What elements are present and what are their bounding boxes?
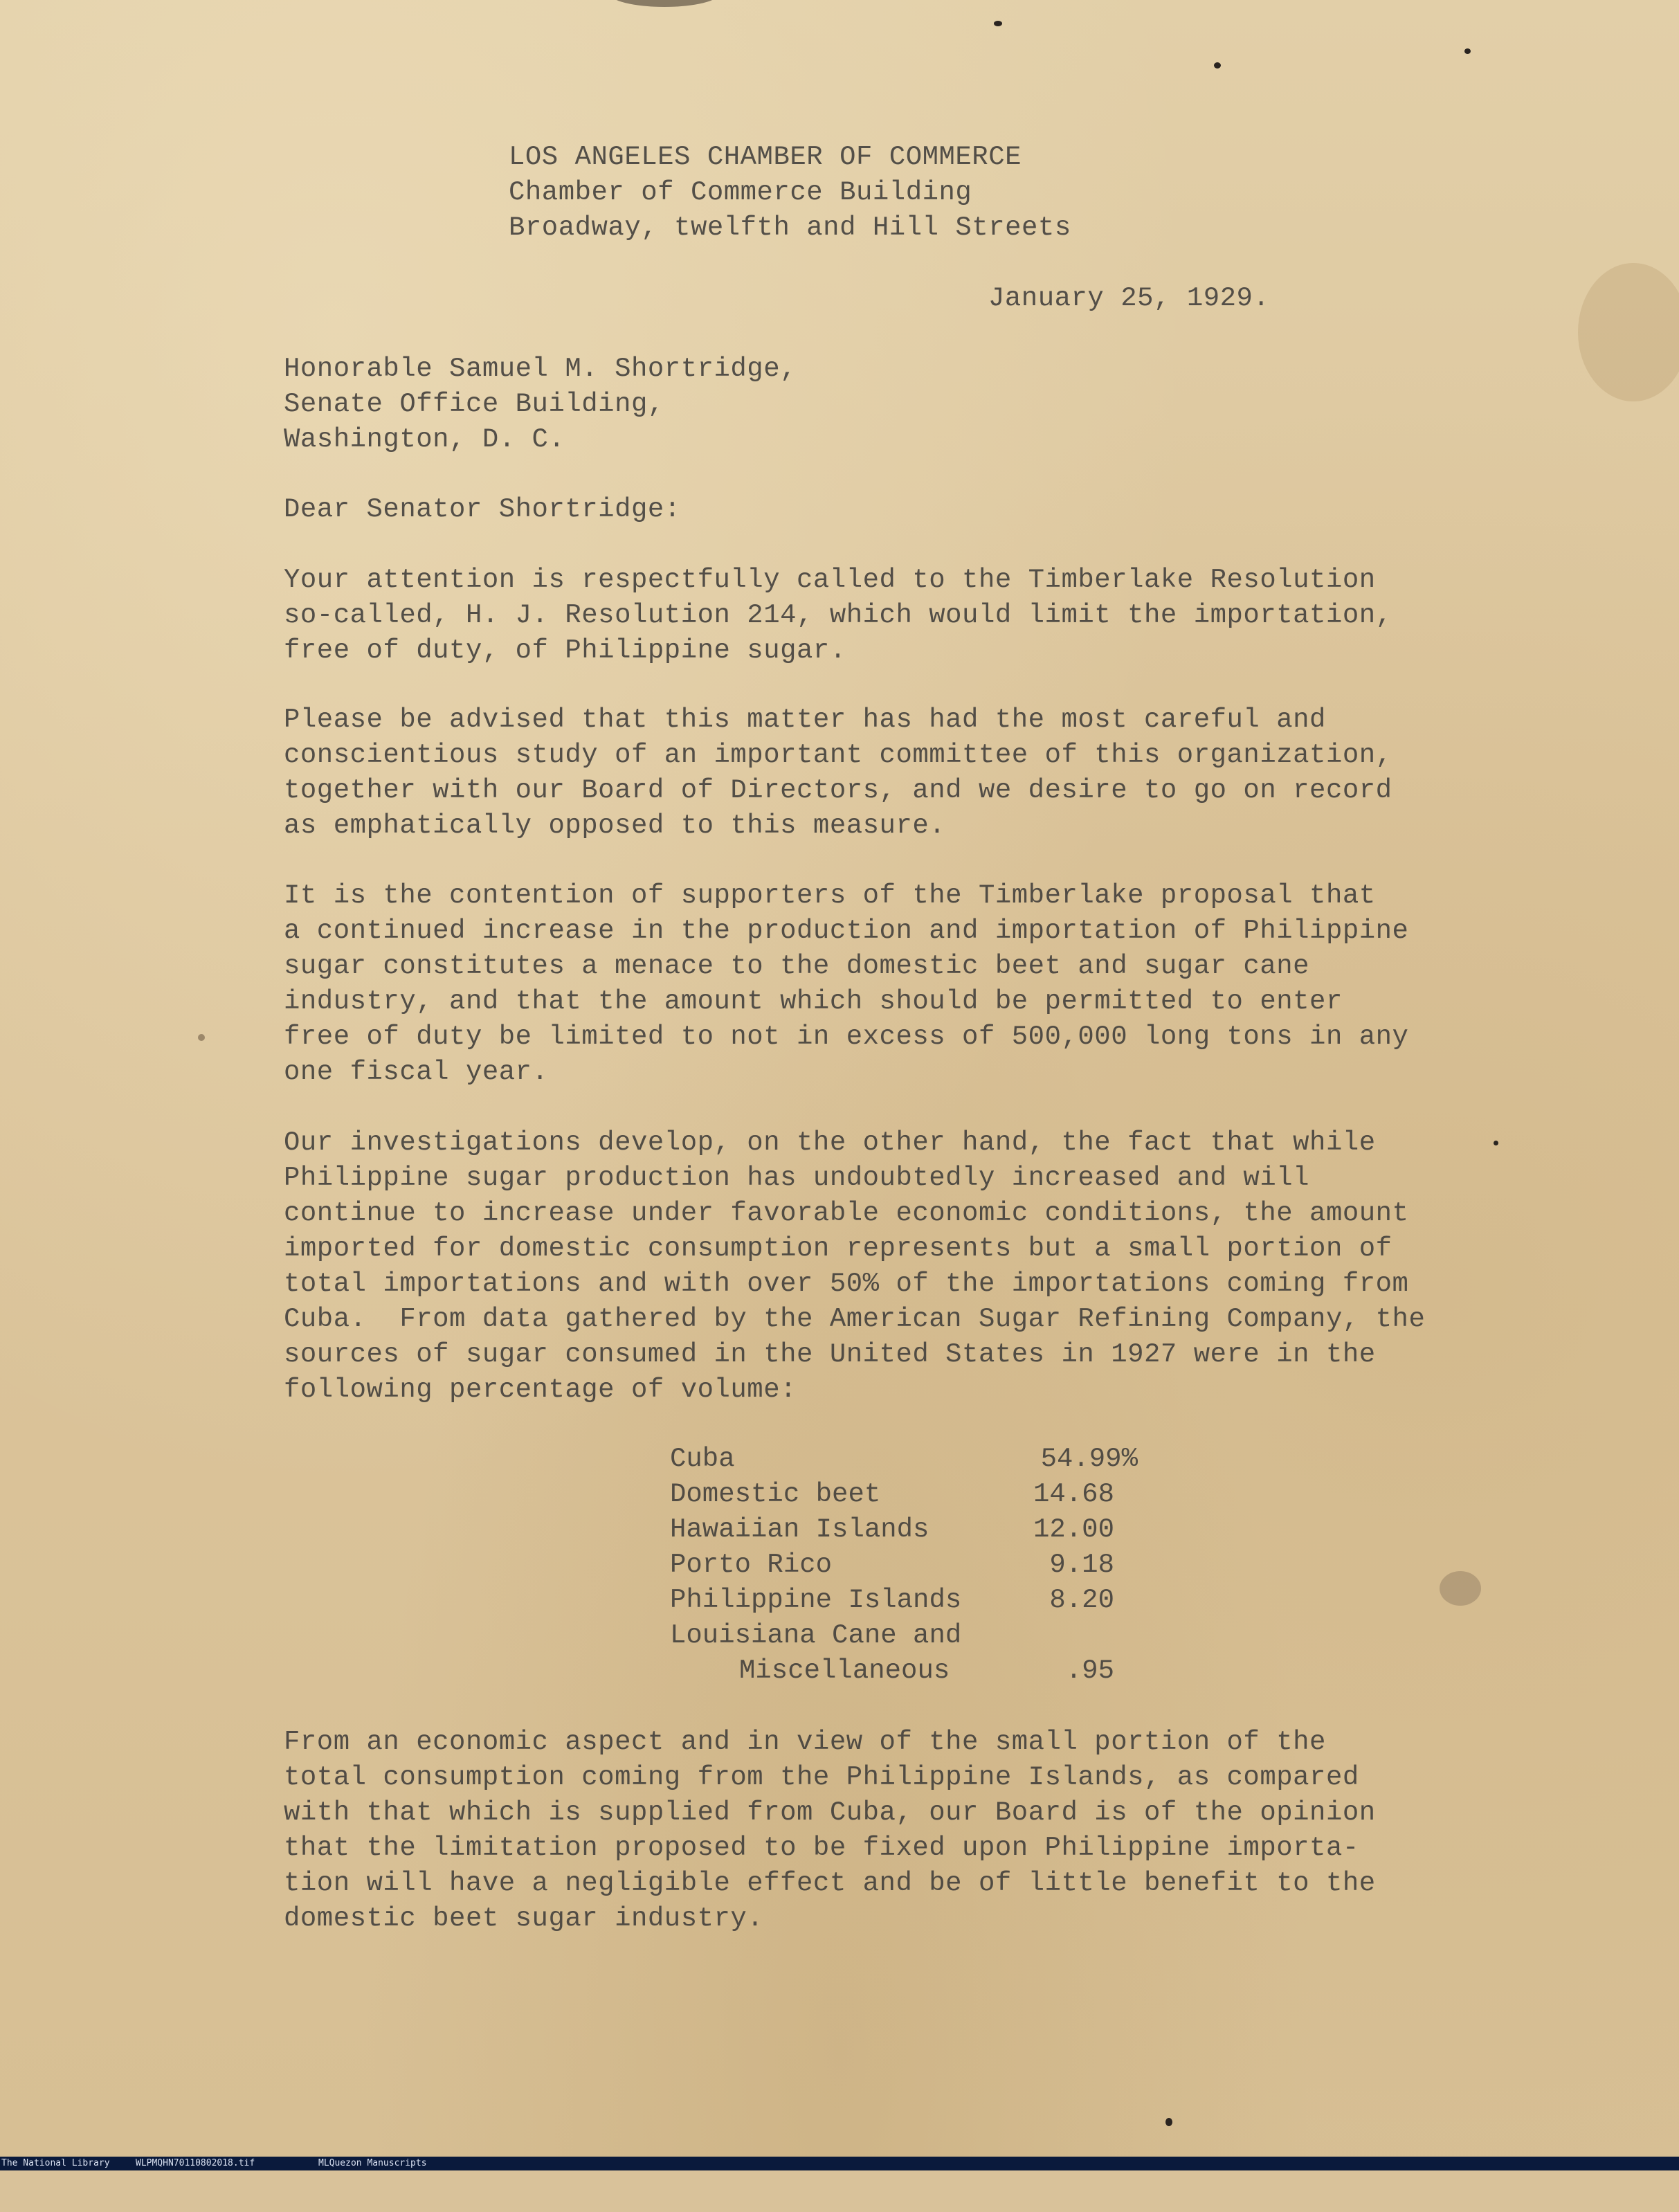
paragraph-line: Our investigations develop, on the other hand, the fact that while [284, 1127, 1376, 1158]
paragraph-line: with that which is supplied from Cuba, our Board is of the opinion [284, 1797, 1376, 1828]
paragraph-line: It is the contention of supporters of the Timberlake proposal that [284, 880, 1376, 911]
paper-speck [1165, 2118, 1172, 2126]
letterhead-building: Chamber of Commerce Building [509, 177, 972, 208]
paragraph-line: domestic beet sugar industry. [284, 1903, 764, 1934]
source-percentage: 8.20 [1049, 1585, 1114, 1615]
source-label: Hawaiian Islands [670, 1514, 929, 1545]
footer-library: The National Library [1, 2158, 110, 2168]
paragraph-line: as emphatically opposed to this measure. [284, 810, 946, 841]
footer-collection: MLQuezon Manuscripts [318, 2158, 427, 2168]
paragraph-line: so-called, H. J. Resolution 214, which would limit the importation, [284, 600, 1392, 631]
paragraph-line: free of duty be limited to not in excess of 500,000 long tons in any [284, 1022, 1409, 1052]
source-percentage: 14.68 [1033, 1479, 1114, 1510]
paragraph-line: Cuba. From data gathered by the American Sugar Refining Company, the [284, 1304, 1426, 1334]
table-row [670, 1548, 1154, 1583]
paragraph-line: imported for domestic consumption represents but a small portion of [284, 1233, 1392, 1264]
table-row [670, 1512, 1154, 1548]
paragraph-line: total consumption coming from the Philippine Islands, as compared [284, 1762, 1359, 1793]
paragraph-line: sources of sugar consumed in the United States in 1927 were in the [284, 1339, 1376, 1370]
paragraph-4 [284, 1125, 1425, 1408]
paragraph-line: together with our Board of Directors, and we desire to go on record [284, 775, 1392, 806]
salutation: Dear Senator Shortridge: [284, 494, 681, 525]
paragraph-line: Philippine sugar production has undoubtedly increased and will [284, 1163, 1310, 1193]
table-row [670, 1583, 1154, 1618]
paper-stain [609, 0, 720, 7]
paragraph-line: free of duty, of Philippine sugar. [284, 635, 846, 666]
footer-filename: WLPMQHN70110802018.tif [136, 2158, 255, 2168]
letterhead [509, 140, 1071, 246]
source-percentage: 12.00 [1033, 1514, 1114, 1545]
source-label: Philippine Islands [670, 1585, 962, 1615]
paragraph-line: continue to increase under favorable economic conditions, the amount [284, 1198, 1409, 1229]
paper-speck [198, 1034, 205, 1041]
paragraph-line: From an economic aspect and in view of the small portion of the [284, 1727, 1326, 1757]
paragraph-5 [284, 1725, 1376, 1937]
source-percentage: .95 [1065, 1656, 1114, 1686]
paragraph-2 [284, 702, 1392, 844]
paper-speck [1494, 1141, 1498, 1145]
paragraph-line: following percentage of volume: [284, 1375, 797, 1405]
paper-stain [1578, 263, 1679, 401]
paragraph-line: a continued increase in the production and importation of Philippine [284, 916, 1409, 946]
paragraph-line: sugar constitutes a menace to the domestic beet and sugar cane [284, 951, 1310, 981]
paper-speck [994, 21, 1002, 26]
paragraph-line: that the limitation proposed to be fixed upon Philippine importa- [284, 1833, 1359, 1863]
paper-speck [1464, 48, 1471, 54]
paragraph-line: industry, and that the amount which should be permitted to enter [284, 986, 1343, 1017]
table-row [670, 1442, 1154, 1477]
paragraph-line: total importations and with over 50% of the importations coming from [284, 1269, 1409, 1299]
source-label: Domestic beet [670, 1479, 881, 1510]
paper-stain [1440, 1571, 1481, 1606]
source-label: Cuba [670, 1444, 735, 1474]
paragraph-line: one fiscal year. [284, 1057, 549, 1087]
recipient-name: Honorable Samuel M. Shortridge, [284, 354, 797, 384]
paper-speck [1214, 62, 1221, 69]
sugar-sources-table [670, 1442, 1154, 1689]
source-label: Louisiana Cane and [670, 1620, 962, 1651]
letter-date: January 25, 1929. [988, 283, 1270, 314]
paragraph-1 [284, 563, 1392, 669]
source-percentage: 54.99% [1040, 1444, 1138, 1474]
recipient-address [284, 352, 797, 457]
recipient-office: Senate Office Building, [284, 389, 664, 419]
paragraph-line: conscientious study of an important committee of this organization, [284, 740, 1392, 770]
source-label: Miscellaneous [739, 1656, 950, 1686]
source-label: Porto Rico [670, 1550, 833, 1580]
paragraph-line: Please be advised that this matter has had the most careful and [284, 705, 1326, 735]
table-row [670, 1653, 1154, 1689]
letterhead-address: Broadway, twelfth and Hill Streets [509, 212, 1071, 243]
letterhead-organization: LOS ANGELES CHAMBER OF COMMERCE [509, 142, 1022, 172]
paragraph-3 [284, 878, 1408, 1090]
paragraph-line: Your attention is respectfully called to the Timberlake Resolution [284, 565, 1376, 595]
recipient-city: Washington, D. C. [284, 424, 565, 455]
table-row [670, 1618, 1154, 1653]
source-percentage: 9.18 [1049, 1550, 1114, 1580]
scan-footer-bar [0, 2157, 1679, 2170]
paragraph-line: tion will have a negligible effect and be of little benefit to the [284, 1868, 1376, 1898]
table-row [670, 1477, 1154, 1512]
